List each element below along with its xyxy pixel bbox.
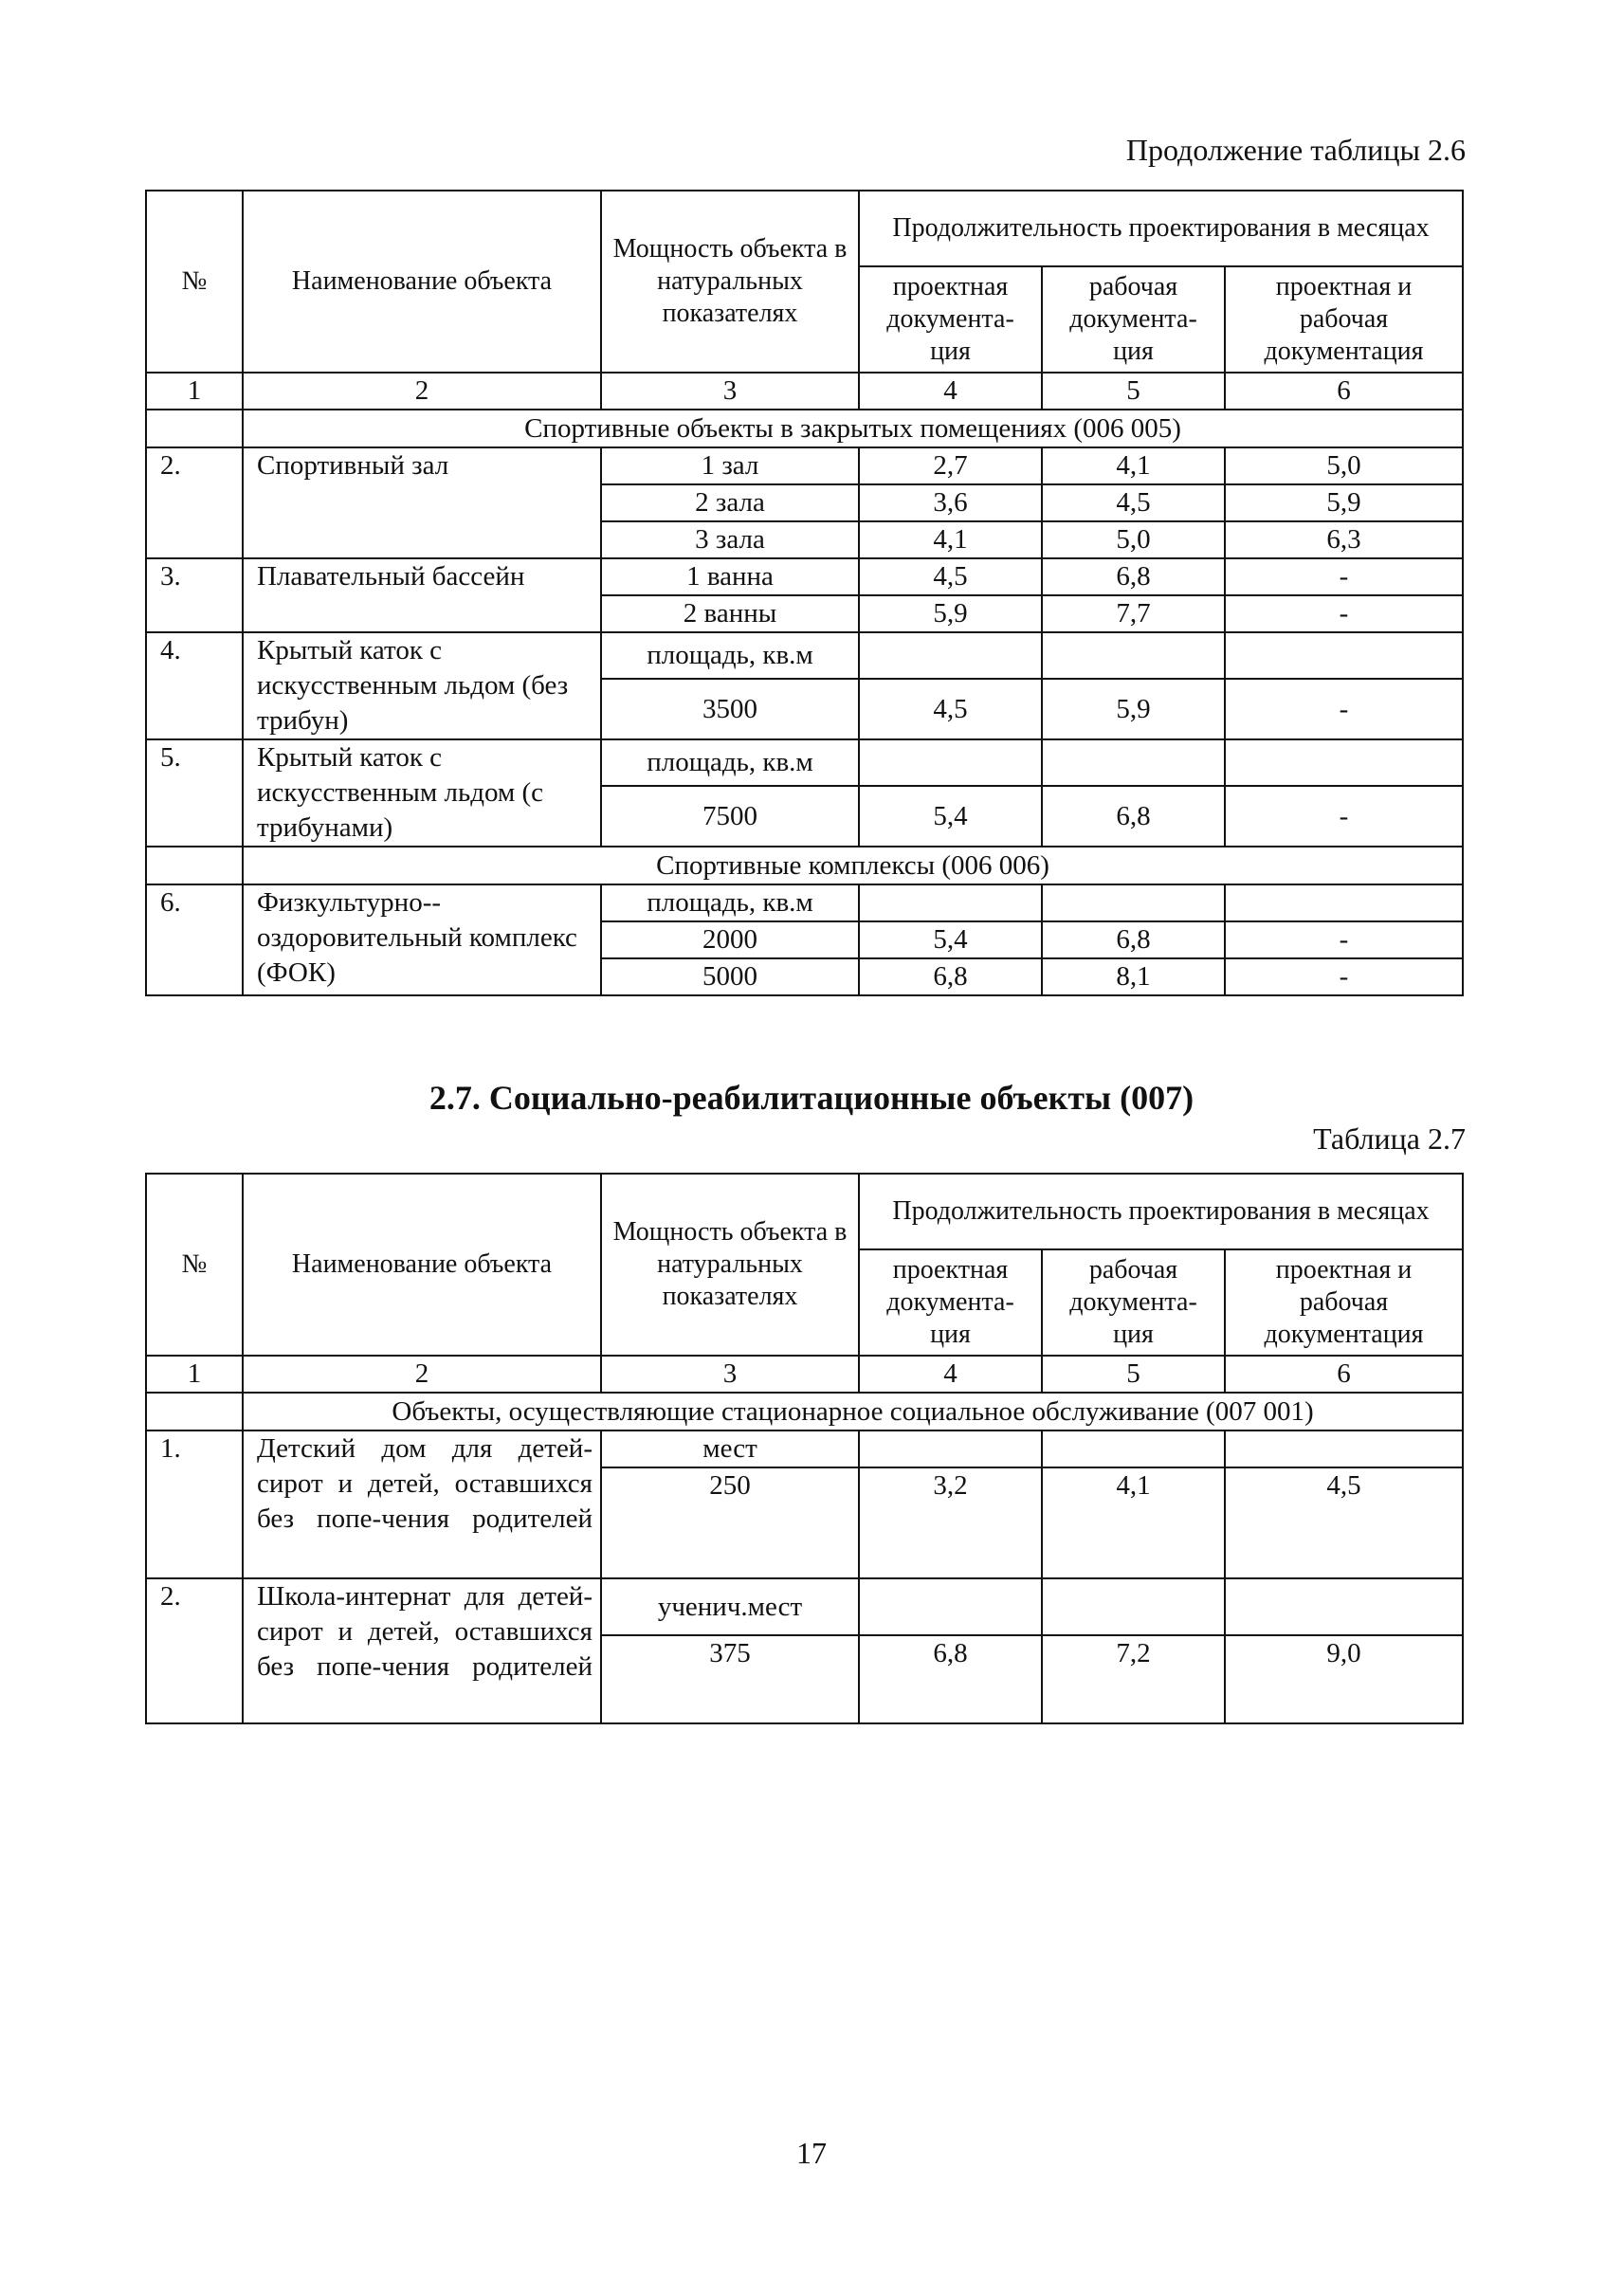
- duration-table-2-7: [145, 1173, 1464, 1724]
- header-work-doc: рабочая документа-ция: [1042, 1249, 1225, 1356]
- table-row: [146, 558, 1463, 595]
- col-number: 5: [1042, 1356, 1225, 1393]
- capacity-value: 375: [601, 1635, 859, 1723]
- page-number: 17: [796, 2136, 827, 2170]
- header-num: №: [146, 1174, 243, 1356]
- capacity-value: 5000: [601, 958, 859, 995]
- both-doc-value: -: [1225, 786, 1463, 847]
- object-name: Детский дом для детей-сирот и детей, оставшихся без попе-чения родителей: [243, 1430, 601, 1578]
- table-row: [146, 884, 1463, 921]
- table-caption: Продолжение таблицы 2.6: [1125, 133, 1466, 167]
- both-doc-value: 9,0: [1225, 1635, 1463, 1723]
- capacity-unit: площадь, кв.м: [601, 632, 859, 679]
- duration-table-2-6: [145, 190, 1464, 996]
- header-name: Наименование объекта: [243, 191, 601, 373]
- header-work-doc: рабочая документа-ция: [1042, 266, 1225, 373]
- project-doc-value: 4,1: [859, 521, 1042, 558]
- project-doc-value: 5,4: [859, 786, 1042, 847]
- work-doc-value: 7,7: [1042, 595, 1225, 632]
- header-capacity: Мощность объекта в натуральных показателях: [601, 191, 859, 373]
- work-doc-value: 4,1: [1042, 1467, 1225, 1578]
- row-number: 4.: [146, 632, 243, 739]
- both-doc-value: -: [1225, 921, 1463, 958]
- project-doc-value: 5,9: [859, 595, 1042, 632]
- header-duration: Продолжительность проектирования в месяцах: [859, 191, 1463, 266]
- row-number: 1.: [146, 1430, 243, 1578]
- work-doc-value: 8,1: [1042, 958, 1225, 995]
- work-doc-value: 6,8: [1042, 558, 1225, 595]
- row-number: 2.: [146, 1578, 243, 1723]
- work-doc-value: 5,9: [1042, 679, 1225, 739]
- capacity-unit: площадь, кв.м: [601, 739, 859, 786]
- project-doc-value: 3,2: [859, 1467, 1042, 1578]
- section-row: [146, 410, 1463, 447]
- object-name: Плавательный бассейн: [243, 558, 601, 632]
- capacity-unit: мест: [601, 1430, 859, 1467]
- project-doc-value: 6,8: [859, 958, 1042, 995]
- capacity-value: 3 зала: [601, 521, 859, 558]
- both-doc-value: -: [1225, 679, 1463, 739]
- section-row: [146, 1393, 1463, 1430]
- section-heading: Спортивные объекты в закрытых помещениях (006 005): [243, 410, 1463, 447]
- capacity-unit: ученич.мест: [601, 1578, 859, 1635]
- col-number: 3: [601, 1356, 859, 1393]
- section-heading: Спортивные комплексы (006 006): [243, 847, 1463, 884]
- row-number: 6.: [146, 884, 243, 995]
- both-doc-value: -: [1225, 958, 1463, 995]
- both-doc-value: -: [1225, 558, 1463, 595]
- both-doc-value: 5,9: [1225, 484, 1463, 521]
- row-number: 3.: [146, 558, 243, 632]
- section-row: [146, 847, 1463, 884]
- column-numbers-row: [146, 373, 1463, 410]
- project-doc-value: 6,8: [859, 1635, 1042, 1723]
- table-row: [146, 739, 1463, 786]
- col-number: 6: [1225, 373, 1463, 410]
- both-doc-value: 4,5: [1225, 1467, 1463, 1578]
- object-name: Школа-интернат для детей-сирот и детей, оставшихся без попе-чения родителей: [243, 1578, 601, 1723]
- table-caption: Таблица 2.7: [1313, 1121, 1466, 1156]
- capacity-value: 2 ванны: [601, 595, 859, 632]
- both-doc-value: 5,0: [1225, 447, 1463, 484]
- col-number: 2: [243, 1356, 601, 1393]
- row-number: 2.: [146, 447, 243, 558]
- col-number: 5: [1042, 373, 1225, 410]
- object-name: Физкультурно--оздоровительный комплекс (ФОК): [243, 884, 601, 995]
- project-doc-value: 4,5: [859, 558, 1042, 595]
- col-number: 6: [1225, 1356, 1463, 1393]
- capacity-value: 1 ванна: [601, 558, 859, 595]
- capacity-value: 1 зал: [601, 447, 859, 484]
- header-project-doc: проектная документа-ция: [859, 1249, 1042, 1356]
- row-number: 5.: [146, 739, 243, 847]
- column-numbers-row: [146, 1356, 1463, 1393]
- work-doc-value: 6,8: [1042, 786, 1225, 847]
- table-row: [146, 632, 1463, 679]
- both-doc-value: 6,3: [1225, 521, 1463, 558]
- work-doc-value: 4,1: [1042, 447, 1225, 484]
- object-name: Спортивный зал: [243, 447, 601, 558]
- table-row: [146, 447, 1463, 484]
- header-project-doc: проектная документа-ция: [859, 266, 1042, 373]
- work-doc-value: 5,0: [1042, 521, 1225, 558]
- col-number: 1: [146, 1356, 243, 1393]
- capacity-value: 7500: [601, 786, 859, 847]
- capacity-value: 250: [601, 1467, 859, 1578]
- work-doc-value: 7,2: [1042, 1635, 1225, 1723]
- capacity-value: 3500: [601, 679, 859, 739]
- object-name: Крытый каток с искусственным льдом (без трибун): [243, 632, 601, 739]
- table-row: [146, 1430, 1463, 1467]
- project-doc-value: 2,7: [859, 447, 1042, 484]
- header-capacity: Мощность объекта в натуральных показателях: [601, 1174, 859, 1356]
- work-doc-value: 4,5: [1042, 484, 1225, 521]
- both-doc-value: -: [1225, 595, 1463, 632]
- header-num: №: [146, 191, 243, 373]
- col-number: 4: [859, 373, 1042, 410]
- object-name: Крытый каток с искусственным льдом (с трибунами): [243, 739, 601, 847]
- table-row: [146, 1578, 1463, 1635]
- project-doc-value: 5,4: [859, 921, 1042, 958]
- col-number: 1: [146, 373, 243, 410]
- work-doc-value: 6,8: [1042, 921, 1225, 958]
- section-heading: Объекты, осуществляющие стационарное социальное обслуживание (007 001): [243, 1393, 1463, 1430]
- capacity-value: 2000: [601, 921, 859, 958]
- project-doc-value: 4,5: [859, 679, 1042, 739]
- capacity-unit: площадь, кв.м: [601, 884, 859, 921]
- capacity-value: 2 зала: [601, 484, 859, 521]
- col-number: 3: [601, 373, 859, 410]
- col-number: 4: [859, 1356, 1042, 1393]
- project-doc-value: 3,6: [859, 484, 1042, 521]
- header-duration: Продолжительность проектирования в месяцах: [859, 1174, 1463, 1249]
- header-both-doc: проектная и рабочая документация: [1225, 266, 1463, 373]
- section-title: 2.7. Социально-реабилитационные объекты (007): [429, 1079, 1194, 1117]
- header-both-doc: проектная и рабочая документация: [1225, 1249, 1463, 1356]
- header-name: Наименование объекта: [243, 1174, 601, 1356]
- col-number: 2: [243, 373, 601, 410]
